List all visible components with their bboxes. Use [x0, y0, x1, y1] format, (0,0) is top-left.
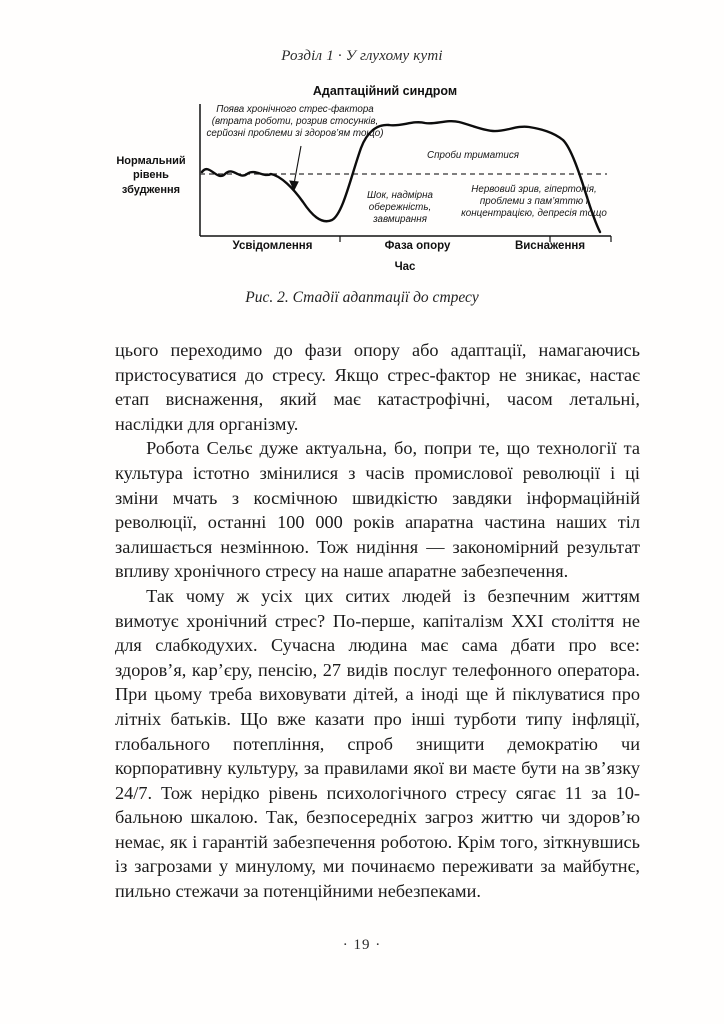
body-text	[115, 338, 640, 904]
paragraph: цього переходимо до фази опору або адаптації, намагаючись пристосуватися до стресу. Якщо стрес-фактор не зникає, настає етап виснаження, який має катастрофічні, часом летальні, наслідки для організму.	[115, 340, 640, 434]
annotation-stress-factor: Поява хронічного стрес-фактора (втрата роботи, розрив стосунків, серйозні проблеми зі здоров’ям тощо)	[206, 104, 384, 140]
phase-label-awareness: Усвідомлення	[232, 240, 313, 252]
phase-label-exhaustion: Виснаження	[514, 240, 586, 252]
annotation-holding-on: Спроби триматися	[427, 150, 519, 161]
figure-title: Адаптаційний синдром	[312, 84, 458, 98]
paragraph: Робота Сельє дуже актуальна, бо, попри те, що технології та культура істотно змінилися з часів промислової революції і ці зміни мчать з космічною швидкістю завдяки інформаційній революції, останні 100 000 років апаратна частина наших тіл залишається незмінною. Тож нидіння — закономірний результат впливу хронічного стресу на наше апаратне забезпечення.	[115, 438, 640, 582]
page-number: · 19 ·	[342, 937, 382, 953]
y-axis-label: Нормальний рівень збудження	[116, 155, 186, 196]
annotation-arrow	[290, 146, 301, 190]
paragraph: Так чому ж усіх цих ситих людей із безпечним життям вимотує хронічний стрес? По-перше, капіталізм ХХІ століття не для слабкодухих. Сучасна людина має сама дбати про все: здоров’я, кар’єру, пенсію, 27 видів послуг телефонного оператора. При цьому треба виховувати дітей, а іноді ще й піклуватися про літніх батьків. Що вже казати про інші турботи типу інфляції, глобального потепління, спроб знищити демократію чи корпоративну культуру, за правилами якої ви маєте бути на зв’язку 24/7. Тож нерідко рівень психологічного стресу сягає 11 за 10-бальною шкалою. Так, безпосередніх загроз життю чи здоров’ю немає, як і гарантій забезпечення роботою. Крім того, зіткнувшись із загрозами у минулому, ми починаємо переживати за майбутнє, пильно стежачи за потенційними небезпеками.	[115, 585, 640, 902]
figure-caption: Рис. 2. Стадії адаптації до стресу	[245, 289, 479, 306]
x-axis-label: Час	[394, 261, 416, 273]
phase-label-resistance: Фаза опору	[384, 240, 451, 252]
annotation-shock: Шок, надмірна обережність, завмирання	[367, 190, 433, 226]
running-head: Розділ 1 · У глухому куті	[281, 48, 443, 64]
annotation-breakdown: Нервовий зрив, гіпертонія, проблеми з пам’яттю і концентрацією, депресія тощо	[461, 184, 607, 220]
stress-adaptation-figure	[105, 84, 635, 286]
